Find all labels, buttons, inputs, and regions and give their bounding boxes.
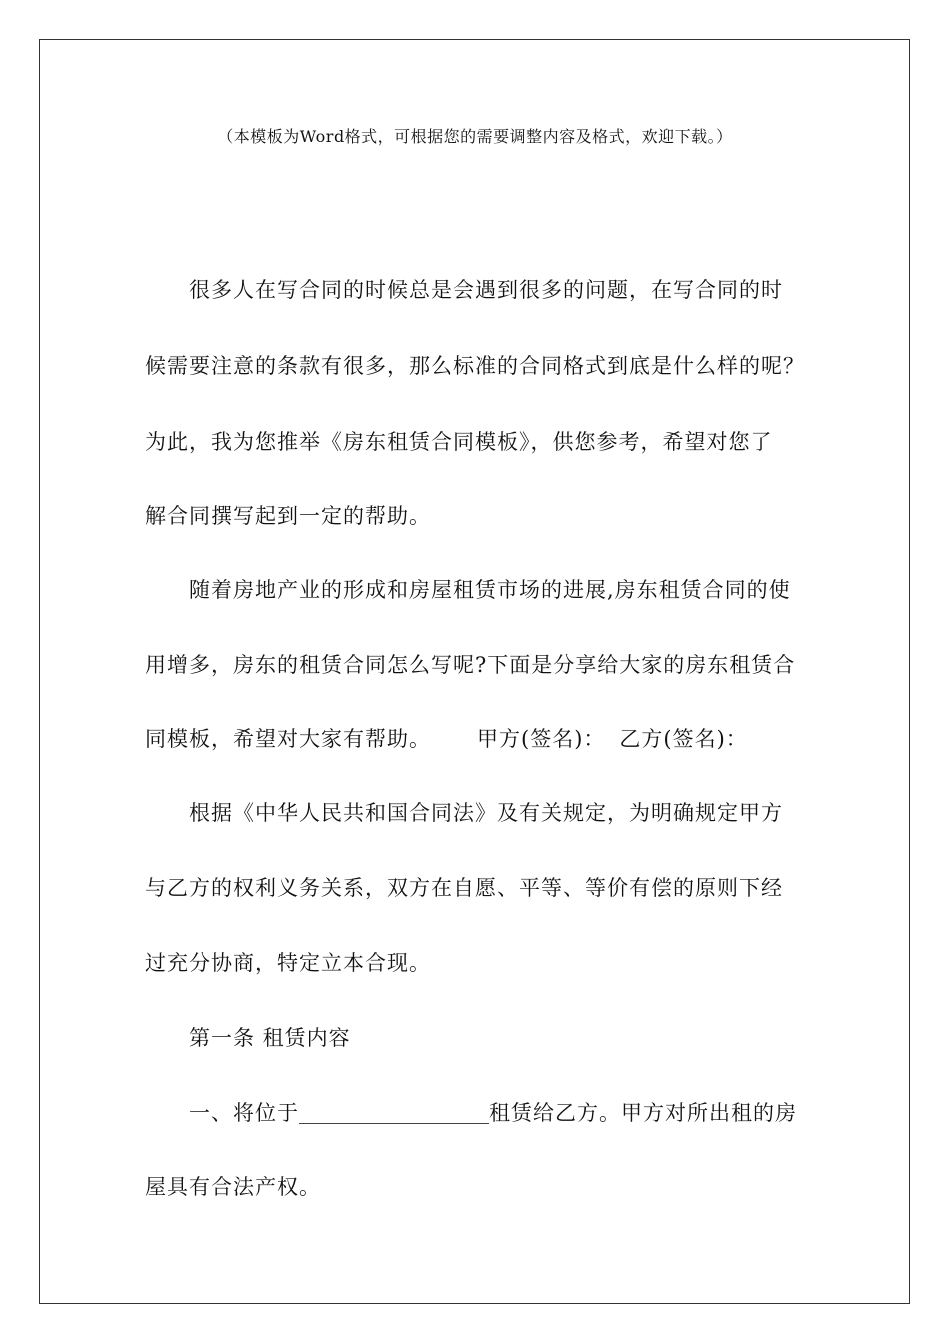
- paragraph-1-line-2: 候需要注意的条款有很多，那么标准的合同格式到底是什么样的呢？: [145, 354, 805, 378]
- address-blank-field[interactable]: [299, 1101, 489, 1124]
- paragraph-2-line-2: 用增多，房东的租赁合同怎么写呢?下面是分享给大家的房东租赁合: [145, 653, 796, 677]
- article-1-title: 第一条 租赁内容: [189, 1026, 351, 1050]
- paragraph-2-line-3-text: 同模板，希望对大家有帮助。: [145, 727, 431, 751]
- clause-1-prefix: 一、将位于: [189, 1101, 299, 1125]
- clause-1-suffix: 租赁给乙方。甲方对所出租的房: [489, 1101, 797, 1125]
- clause-1-line-1: [189, 1097, 859, 1127]
- template-notice: （本模板为Word格式，可根据您的需要调整内容及格式，欢迎下载。）: [217, 127, 733, 146]
- paragraph-3-line-3: 过充分协商，特定立本合现。: [145, 951, 431, 975]
- paragraph-1-line-4: 解合同撰写起到一定的帮助。: [145, 504, 431, 528]
- party-b-signature-label: 乙方(签名)：: [619, 727, 748, 751]
- paragraph-2-line-1: 随着房地产业的形成和房屋租赁市场的进展,房东租赁合同的使: [189, 578, 791, 602]
- clause-1-line-2: 屋具有合法产权。: [145, 1175, 321, 1199]
- paragraph-2-line-3: [145, 723, 815, 753]
- paragraph-3-line-1: 根据《中华人民共和国合同法》及有关规定，为明确规定甲方: [189, 801, 783, 825]
- paragraph-3-line-2: 与乙方的权利义务关系，双方在自愿、平等、等价有偿的原则下经: [145, 876, 783, 900]
- party-a-signature-label: 甲方(签名)：: [477, 727, 606, 751]
- paragraph-1-line-3: 为此，我为您推举《房东租赁合同模板》，供您参考，希望对您了: [145, 430, 773, 454]
- paragraph-1-line-1: 很多人在写合同的时候总是会遇到很多的问题，在写合同的时: [189, 278, 783, 302]
